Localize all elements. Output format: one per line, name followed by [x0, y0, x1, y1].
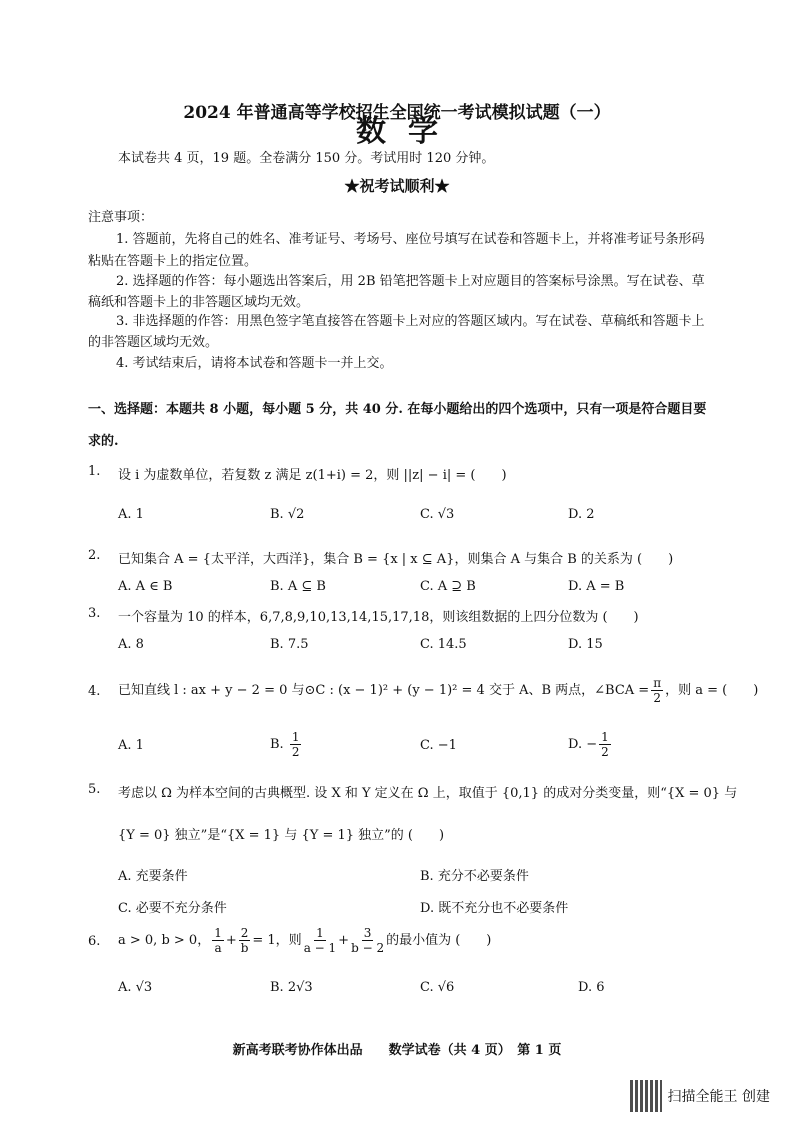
q1-option-b: B. √2 [270, 507, 305, 522]
q6-stem: a > 0, b > 0， $\frac{1}{a}$ + $\frac{2}{b}$ = 1，则 $\frac{1}{a - 1}$ + $\frac{3}{b - 2}$ 的最小值为 ( ) [118, 926, 492, 955]
q6-text: = 1，则 [252, 933, 302, 948]
q1-option-d: D. 2 [568, 507, 595, 522]
q3-option-a: A. 8 [118, 637, 144, 652]
q5-option-d: D. 既不充分也不必要条件 [420, 901, 569, 916]
q6-number: 6. [88, 934, 101, 949]
q2-option-c: C. A ⊇ B [420, 579, 476, 594]
q3-option-c: C. 14.5 [420, 637, 467, 652]
q4-option-c: C. −1 [420, 738, 457, 753]
q4-option-a: A. 1 [118, 738, 144, 753]
q6-condition: a > 0, b > 0， [118, 933, 211, 948]
subject-title: 数学 [356, 114, 460, 149]
q1-option-a: A. 1 [118, 507, 144, 522]
watermark-text: 扫描全能王 创建 [667, 1089, 770, 1105]
fraction: $\frac{1}{a - 1}$ [303, 926, 337, 955]
q4-number: 4. [88, 684, 101, 699]
q4-option-d: D. − $\frac{1}{2}$ [568, 730, 609, 759]
q4-stem-text: 已知直线 l : ax + y − 2 = 0 与⊙C : (x − 1)² + (y − 1)² = 4 交于 A、B 两点，∠BCA = [118, 683, 650, 698]
q5-stem: 考虑以 Ω 为样本空间的古典概型. 设 X 和 Y 定义在 Ω 上，取值于 {0,1} 的成对分类变量，则“{X = 0} 与 [118, 786, 738, 801]
q6-text-end: 的最小值为 ( ) [386, 933, 492, 948]
page-footer: 新高考联考协作体出品 数学试卷（共 4 页） 第 1 页 [232, 1043, 562, 1058]
note-line: 3. 非选择题的作答：用黑色签字笔直接答在答题卡上对应的答题区域内。写在试卷、草稿纸和答题卡上 [116, 314, 705, 329]
fraction: $\frac{1}{a}$ [214, 926, 222, 955]
q3-option-b: B. 7.5 [270, 637, 309, 652]
q2-option-a: A. A ∈ B [118, 579, 173, 594]
q5-option-b: B. 充分不必要条件 [420, 869, 529, 884]
blessing: ★祝考试顺利★ [344, 177, 450, 195]
q5-stem-cont: {Y = 0} 独立”是“{X = 1} 与 {Y = 1} 独立”的 ( ) [118, 828, 445, 843]
q2-stem: 已知集合 A = {太平洋，大西洋}，集合 B = {x | x ⊆ A}，则集合 A 与集合 B 的关系为 ( ) [118, 552, 674, 567]
q3-number: 3. [88, 606, 101, 621]
note-line: 粘贴在答题卡上的指定位置。 [88, 254, 258, 269]
q5-number: 5. [88, 782, 101, 797]
q1-stem: 设 i 为虚数单位，若复数 z 满足 z(1+i) = 2，则 ||z| − i| = ( ) [118, 468, 507, 483]
section-heading-cont: 求的. [88, 434, 119, 449]
q6-option-b: B. 2√3 [270, 980, 313, 995]
fraction: $\frac{1}{2}$ [291, 730, 300, 759]
fraction: $\frac{2}{b}$ [240, 926, 249, 955]
q6-option-c: C. √6 [420, 980, 455, 995]
q4-option-b: B. $\frac{1}{2}$ [270, 730, 300, 759]
q1-option-c: C. √3 [420, 507, 455, 522]
exam-info: 本试卷共 4 页，19 题。全卷满分 150 分。考试用时 120 分钟。 [118, 151, 495, 166]
q5-option-a: A. 充要条件 [118, 869, 188, 884]
q4-stem [118, 676, 758, 705]
q4-fraction: $\frac{\pi}{2}$ [653, 676, 662, 705]
q2-option-b: B. A ⊆ B [270, 579, 326, 594]
q6-option-a: A. √3 [118, 980, 153, 995]
q5-option-c: C. 必要不充分条件 [118, 901, 227, 916]
note-line: 1. 答题前，先将自己的姓名、准考证号、考场号、座位号填写在试卷和答题卡上，并将准考证号条形码 [116, 232, 705, 247]
q1-number: 1. [88, 464, 101, 479]
q2-number: 2. [88, 548, 101, 563]
q4-stem-end: ，则 a = ( ) [665, 683, 759, 698]
fraction: $\frac{3}{b - 2}$ [351, 926, 385, 955]
note-line: 稿纸和答题卡上的非答题区域均无效。 [88, 295, 310, 310]
section-heading: 一、选择题：本题共 8 小题，每小题 5 分，共 40 分. 在每小题给出的四个选项中，只有一项是符合题目要 [88, 402, 707, 417]
q6-option-d: D. 6 [578, 980, 605, 995]
exam-title: 2024 年普通高等学校招生全国统一考试模拟试题（一） [183, 103, 611, 123]
fraction: $\frac{1}{2}$ [601, 730, 609, 759]
notes-heading: 注意事项： [88, 210, 154, 225]
qr-code-icon [630, 1080, 662, 1112]
note-line: 4. 考试结束后，请将本试卷和答题卡一并上交。 [116, 356, 393, 371]
q3-option-d: D. 15 [568, 637, 603, 652]
q3-stem: 一个容量为 10 的样本，6,7,8,9,10,13,14,15,17,18，则该组数据的上四分位数为 ( ) [118, 610, 639, 625]
note-line: 的非答题区域均无效。 [88, 335, 219, 350]
note-line: 2. 选择题的作答：每小题选出答案后，用 2B 铅笔把答题卡上对应题目的答案标号涂黑。写在试卷、草 [116, 274, 705, 289]
q2-option-d: D. A = B [568, 579, 625, 594]
scanner-watermark [630, 1080, 770, 1112]
